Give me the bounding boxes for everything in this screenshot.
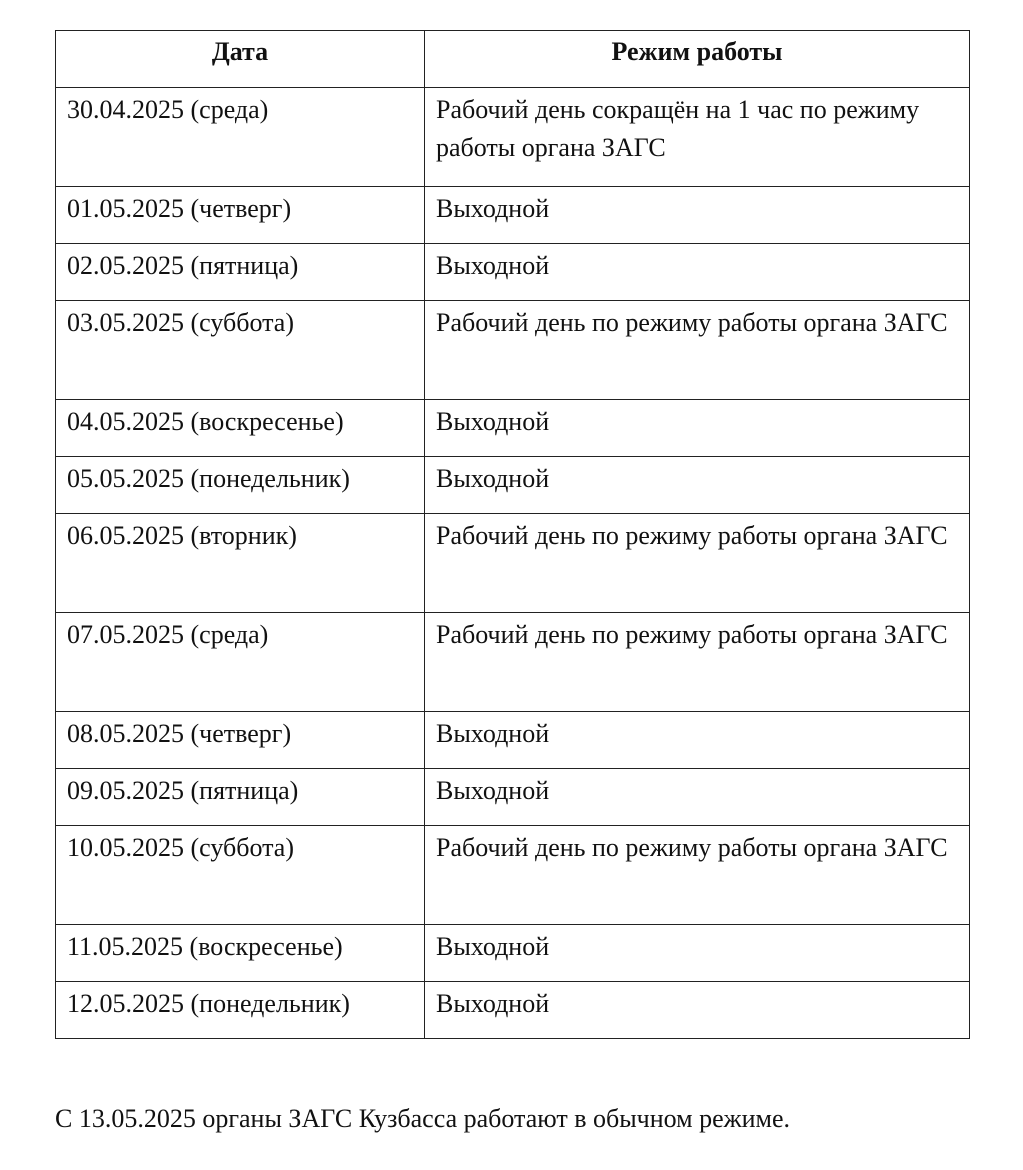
table-row <box>56 613 970 712</box>
table-row <box>56 826 970 925</box>
mode-cell: Выходной <box>425 457 970 514</box>
mode-cell: Рабочий день по режиму работы органа ЗАГС <box>425 826 970 925</box>
table-row <box>56 88 970 187</box>
mode-cell: Рабочий день по режиму работы органа ЗАГС <box>425 301 970 400</box>
date-cell: 06.05.2025 (вторник) <box>56 514 425 613</box>
column-header-mode: Режим работы <box>425 31 970 88</box>
table-row <box>56 244 970 301</box>
date-cell: 03.05.2025 (суббота) <box>56 301 425 400</box>
date-cell: 30.04.2025 (среда) <box>56 88 425 187</box>
table-row <box>56 400 970 457</box>
date-cell: 12.05.2025 (понедельник) <box>56 982 425 1039</box>
schedule-table <box>55 30 970 1039</box>
date-cell: 11.05.2025 (воскресенье) <box>56 925 425 982</box>
date-cell: 04.05.2025 (воскресенье) <box>56 400 425 457</box>
date-cell: 09.05.2025 (пятница) <box>56 769 425 826</box>
table-row <box>56 982 970 1039</box>
table-row <box>56 712 970 769</box>
mode-cell: Рабочий день по режиму работы органа ЗАГС <box>425 514 970 613</box>
mode-cell: Выходной <box>425 187 970 244</box>
mode-cell: Рабочий день сокращён на 1 час по режиму работы органа ЗАГС <box>425 88 970 187</box>
date-cell: 08.05.2025 (четверг) <box>56 712 425 769</box>
date-cell: 10.05.2025 (суббота) <box>56 826 425 925</box>
date-cell: 05.05.2025 (понедельник) <box>56 457 425 514</box>
footer-note: С 13.05.2025 органы ЗАГС Кузбасса работают в обычном режиме. <box>55 1104 791 1133</box>
table-row <box>56 457 970 514</box>
table-row <box>56 769 970 826</box>
mode-cell: Рабочий день по режиму работы органа ЗАГС <box>425 613 970 712</box>
mode-cell: Выходной <box>425 982 970 1039</box>
mode-cell: Выходной <box>425 400 970 457</box>
date-cell: 02.05.2025 (пятница) <box>56 244 425 301</box>
table-row <box>56 301 970 400</box>
column-header-date: Дата <box>56 31 425 88</box>
mode-cell: Выходной <box>425 712 970 769</box>
schedule-document <box>55 30 969 1039</box>
mode-cell: Выходной <box>425 769 970 826</box>
mode-cell: Выходной <box>425 925 970 982</box>
table-header-row <box>56 31 970 88</box>
table-row <box>56 925 970 982</box>
date-cell: 07.05.2025 (среда) <box>56 613 425 712</box>
date-cell: 01.05.2025 (четверг) <box>56 187 425 244</box>
table-row <box>56 514 970 613</box>
mode-cell: Выходной <box>425 244 970 301</box>
table-row <box>56 187 970 244</box>
